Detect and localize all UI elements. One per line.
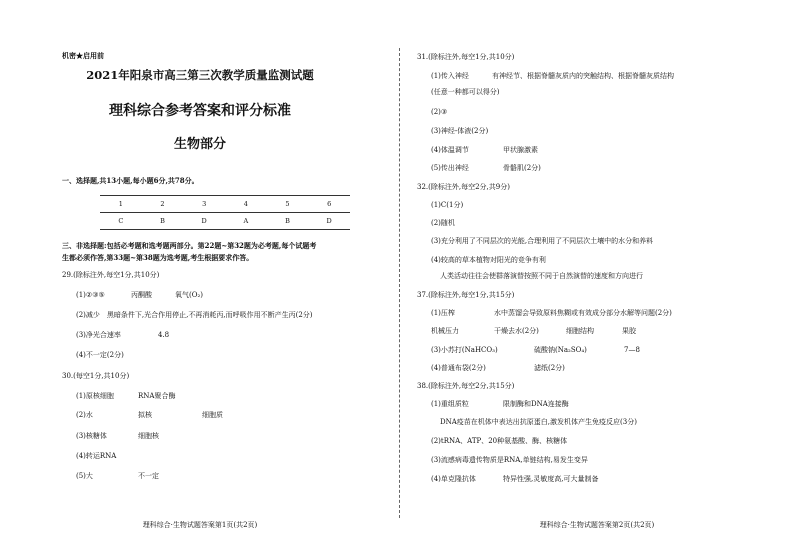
question-number: 4 (225, 196, 267, 213)
answer-text: (1)传入神经 (431, 72, 469, 80)
answer-cell: B (267, 213, 309, 230)
question-number: 1 (100, 196, 142, 213)
answer-text: 硫酸钠(Na₂SO₄) (534, 346, 587, 354)
page-footer: 理科综合·生物试题答案第1页(共2页) (142, 521, 258, 529)
answer-table-answer-row (100, 213, 350, 230)
answer-cell: A (225, 213, 267, 230)
answer-text: 机械压力 (431, 327, 459, 335)
answer-text: 甲状腺激素 (503, 146, 538, 154)
q31-line-1b: (任意一种都可以得分) (431, 88, 500, 96)
answer-text: 干燥去水(2分) (494, 327, 539, 335)
answer-table-number-row (100, 196, 350, 213)
answer-text: 4.8 (158, 331, 170, 339)
answer-text: (4)普通布袋(2分) (431, 364, 486, 372)
q32-line-4b: 人类活动往往会使群落演替按照不同于自然演替的速度和方向进行 (440, 272, 643, 280)
answer-text: 有神经节、根据脊髓灰质内的突触结构、根据脊髓灰质结构 (492, 72, 674, 80)
answer-table (100, 195, 350, 230)
part1-heading: 一、选择题,共13小题,每小题6分,共78分。 (62, 176, 199, 185)
q29-line-4: (4)不一定(2分) (76, 351, 124, 359)
answer-cell: D (183, 213, 225, 230)
answer-text: 7—8 (624, 346, 640, 354)
question-number: 6 (308, 196, 350, 213)
answer-text: 果胶 (622, 327, 636, 335)
question-number: 2 (142, 196, 184, 213)
q29-heading: 29.(除标注外,每空1分,共10分) (62, 271, 160, 279)
q29-line-2: (2)减少 黑暗条件下,光合作用停止,不再消耗丙,而呼吸作用不断产生丙(2分) (76, 311, 313, 319)
answer-text: 细胞结构 (566, 327, 594, 335)
answer-text: (1)重组质粒 (431, 400, 469, 408)
answer-text: 滤纸(2分) (534, 364, 565, 372)
answer-text: 骨骼肌(2分) (503, 164, 541, 172)
answer-page-2 (400, 0, 794, 547)
answer-text: 丙酮酸 (131, 291, 152, 299)
answer-text: (3)小苏打(NaHCO₃) (431, 346, 498, 354)
answer-cell: C (100, 213, 142, 230)
answer-text: (4)体温调节 (431, 146, 469, 154)
part3-line: 生都必须作答,第33题~第38题为选考题,考生根据要求作答。 (62, 253, 254, 262)
answer-text: 细胞核 (138, 432, 159, 440)
answer-cell: D (308, 213, 350, 230)
section-title: 生物部分 (173, 137, 226, 152)
answer-text: (1)压榨 (431, 309, 455, 317)
part3-line: 三、非选择题:包括必考题和选考题两部分。第22题~第32题为必考题,每个试题考 (62, 241, 317, 250)
exam-title: 2021年阳泉市高三第三次教学质量监测试题 (86, 68, 314, 82)
part3-heading (62, 240, 316, 264)
answer-text: RNA聚合酶 (138, 392, 176, 400)
answer-text: 不一定 (138, 472, 159, 480)
answer-text: (3)净光合速率 (76, 331, 121, 339)
q38-line-1b: DNA疫苗在机体中表达出抗原蛋白,激发机体产生免疫反应(3分) (440, 418, 637, 426)
q38-line-3: (3)流感病毒遗传物质是RNA,单链结构,易发生变异 (431, 456, 588, 464)
answer-cell: B (142, 213, 184, 230)
q31-line-3: (3)神经-体液(2分) (431, 127, 489, 135)
answer-text: 限制酶和DNA连接酶 (503, 400, 569, 408)
q32-line-2: (2)随机 (431, 219, 455, 227)
answer-text: (2)水 (76, 411, 93, 419)
confidential-label: 机密★启用前 (62, 51, 104, 60)
q32-line-1: (1)C(1分) (431, 201, 464, 209)
answer-text: (3)核糖体 (76, 432, 107, 440)
q32-line-4: (4)较高的草本植物对阳光的竞争有利 (431, 256, 546, 264)
answer-text: (1)②③⑤ (76, 291, 105, 299)
answer-text: 拟核 (138, 411, 152, 419)
q37-heading: 37.(除标注外,每空1分,共15分) (417, 291, 515, 299)
answer-text: 特异性强,灵敏度高,可大量制备 (503, 475, 599, 483)
q30-heading: 30.(每空1分,共10分) (62, 372, 130, 380)
q31-line-2: (2)③ (431, 108, 448, 116)
q38-heading: 38.(除标注外,每空2分,共15分) (417, 382, 515, 390)
page-footer: 理科综合·生物试题答案第2页(共2页) (539, 521, 655, 529)
answer-text: (5)传出神经 (431, 164, 469, 172)
answer-text: 水中蒸馏会导致原料焦糊或有效成分部分水解等问题(2分) (494, 309, 672, 317)
q32-heading: 32.(除标注外,每空2分,共9分) (417, 183, 510, 191)
q31-heading: 31.(除标注外,每空1分,共10分) (417, 53, 515, 61)
answer-text: (5)大 (76, 472, 93, 480)
document-title: 理科综合参考答案和评分标准 (109, 103, 291, 119)
question-number: 5 (267, 196, 309, 213)
answer-text: 细胞质 (202, 411, 223, 419)
q32-line-3: (3)充分利用了不同层次的光能,合理利用了不同层次土壤中的水分和养料 (431, 237, 654, 245)
q30-line-4: (4)转运RNA (76, 452, 117, 460)
answer-text: (1)原核细胞 (76, 392, 114, 400)
answer-text: (4)单克隆抗体 (431, 475, 476, 483)
question-number: 3 (183, 196, 225, 213)
answer-text: 氧气(O₂) (175, 291, 204, 299)
q38-line-2: (2)tRNA、ATP、20种氨基酸、酶、核糖体 (431, 437, 568, 445)
